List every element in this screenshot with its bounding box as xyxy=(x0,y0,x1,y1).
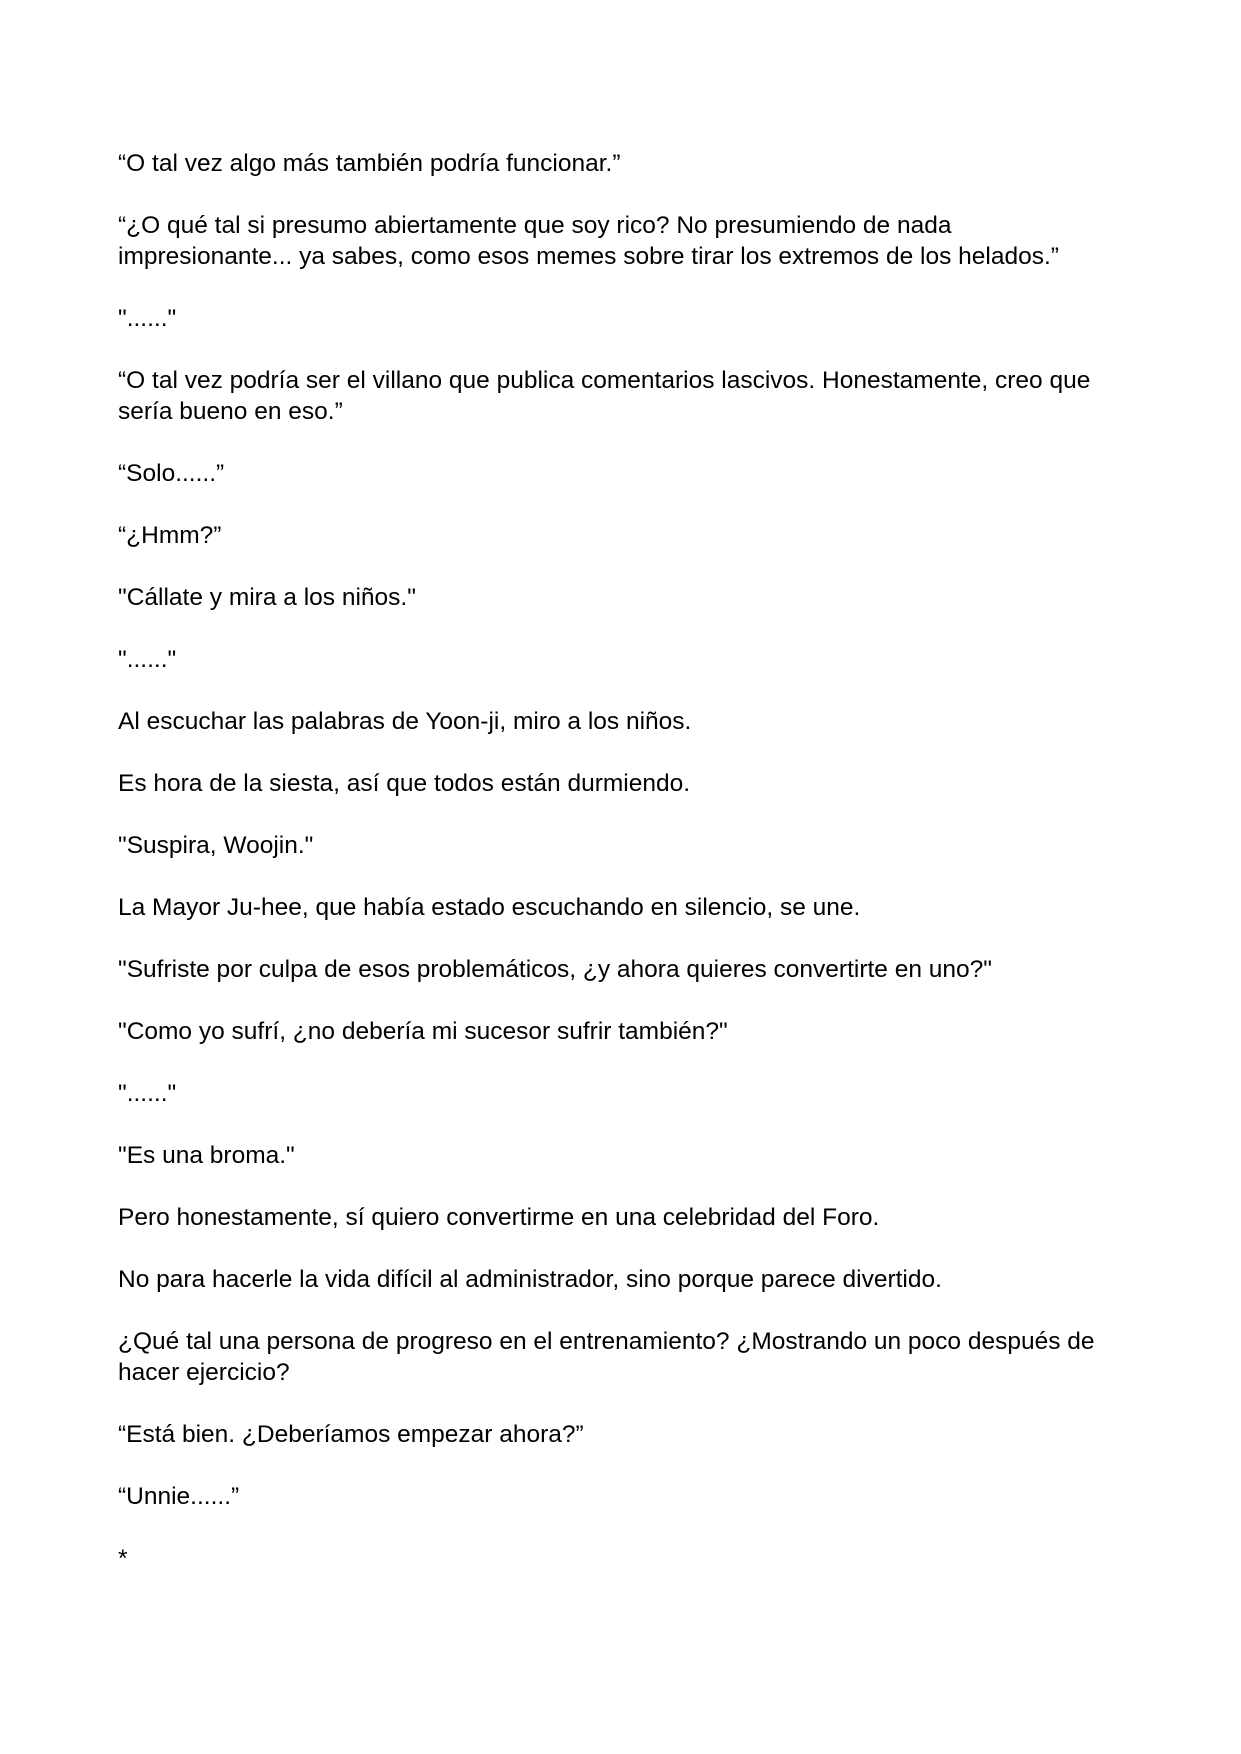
paragraph: “O tal vez algo más también podría funcionar.” xyxy=(118,150,621,177)
paragraph: “O tal vez podría ser el villano que publica comentarios lascivos. Honestamente, creo que sería bueno en eso.” xyxy=(118,367,1091,425)
paragraph: “Está bien. ¿Deberíamos empezar ahora?” xyxy=(118,1421,584,1448)
paragraph: "......" xyxy=(118,646,177,673)
paragraph: Pero honestamente, sí quiero convertirme en una celebridad del Foro. xyxy=(118,1204,880,1231)
paragraph: La Mayor Ju-hee, que había estado escuchando en silencio, se une. xyxy=(118,894,861,921)
document-body xyxy=(118,148,1128,1605)
paragraph: No para hacerle la vida difícil al administrador, sino porque parece divertido. xyxy=(118,1266,942,1293)
paragraph: “Solo......” xyxy=(118,460,225,487)
paragraph: "Sufriste por culpa de esos problemáticos, ¿y ahora quieres convertirte en uno?" xyxy=(118,956,992,983)
paragraph: "......" xyxy=(118,1080,177,1107)
paragraph: ¿Qué tal una persona de progreso en el entrenamiento? ¿Mostrando un poco después de hacer ejercicio? xyxy=(118,1328,1095,1386)
paragraph: "......" xyxy=(118,305,177,332)
paragraph: Es hora de la siesta, así que todos están durmiendo. xyxy=(118,770,691,797)
paragraph: “Unnie......” xyxy=(118,1483,240,1510)
paragraph: “¿Hmm?” xyxy=(118,522,222,549)
paragraph: Al escuchar las palabras de Yoon-ji, miro a los niños. xyxy=(118,708,692,735)
paragraph: "Cállate y mira a los niños." xyxy=(118,584,416,611)
paragraph: "Suspira, Woojin." xyxy=(118,832,314,859)
paragraph: “¿O qué tal si presumo abiertamente que soy rico? No presumiendo de nada impresionante... ya sabes, como esos memes sobre tirar los extremos de los helados.” xyxy=(118,212,1059,270)
paragraph: "Como yo sufrí, ¿no debería mi sucesor sufrir también?" xyxy=(118,1018,728,1045)
section-break: * xyxy=(118,1545,128,1572)
paragraph: "Es una broma." xyxy=(118,1142,295,1169)
